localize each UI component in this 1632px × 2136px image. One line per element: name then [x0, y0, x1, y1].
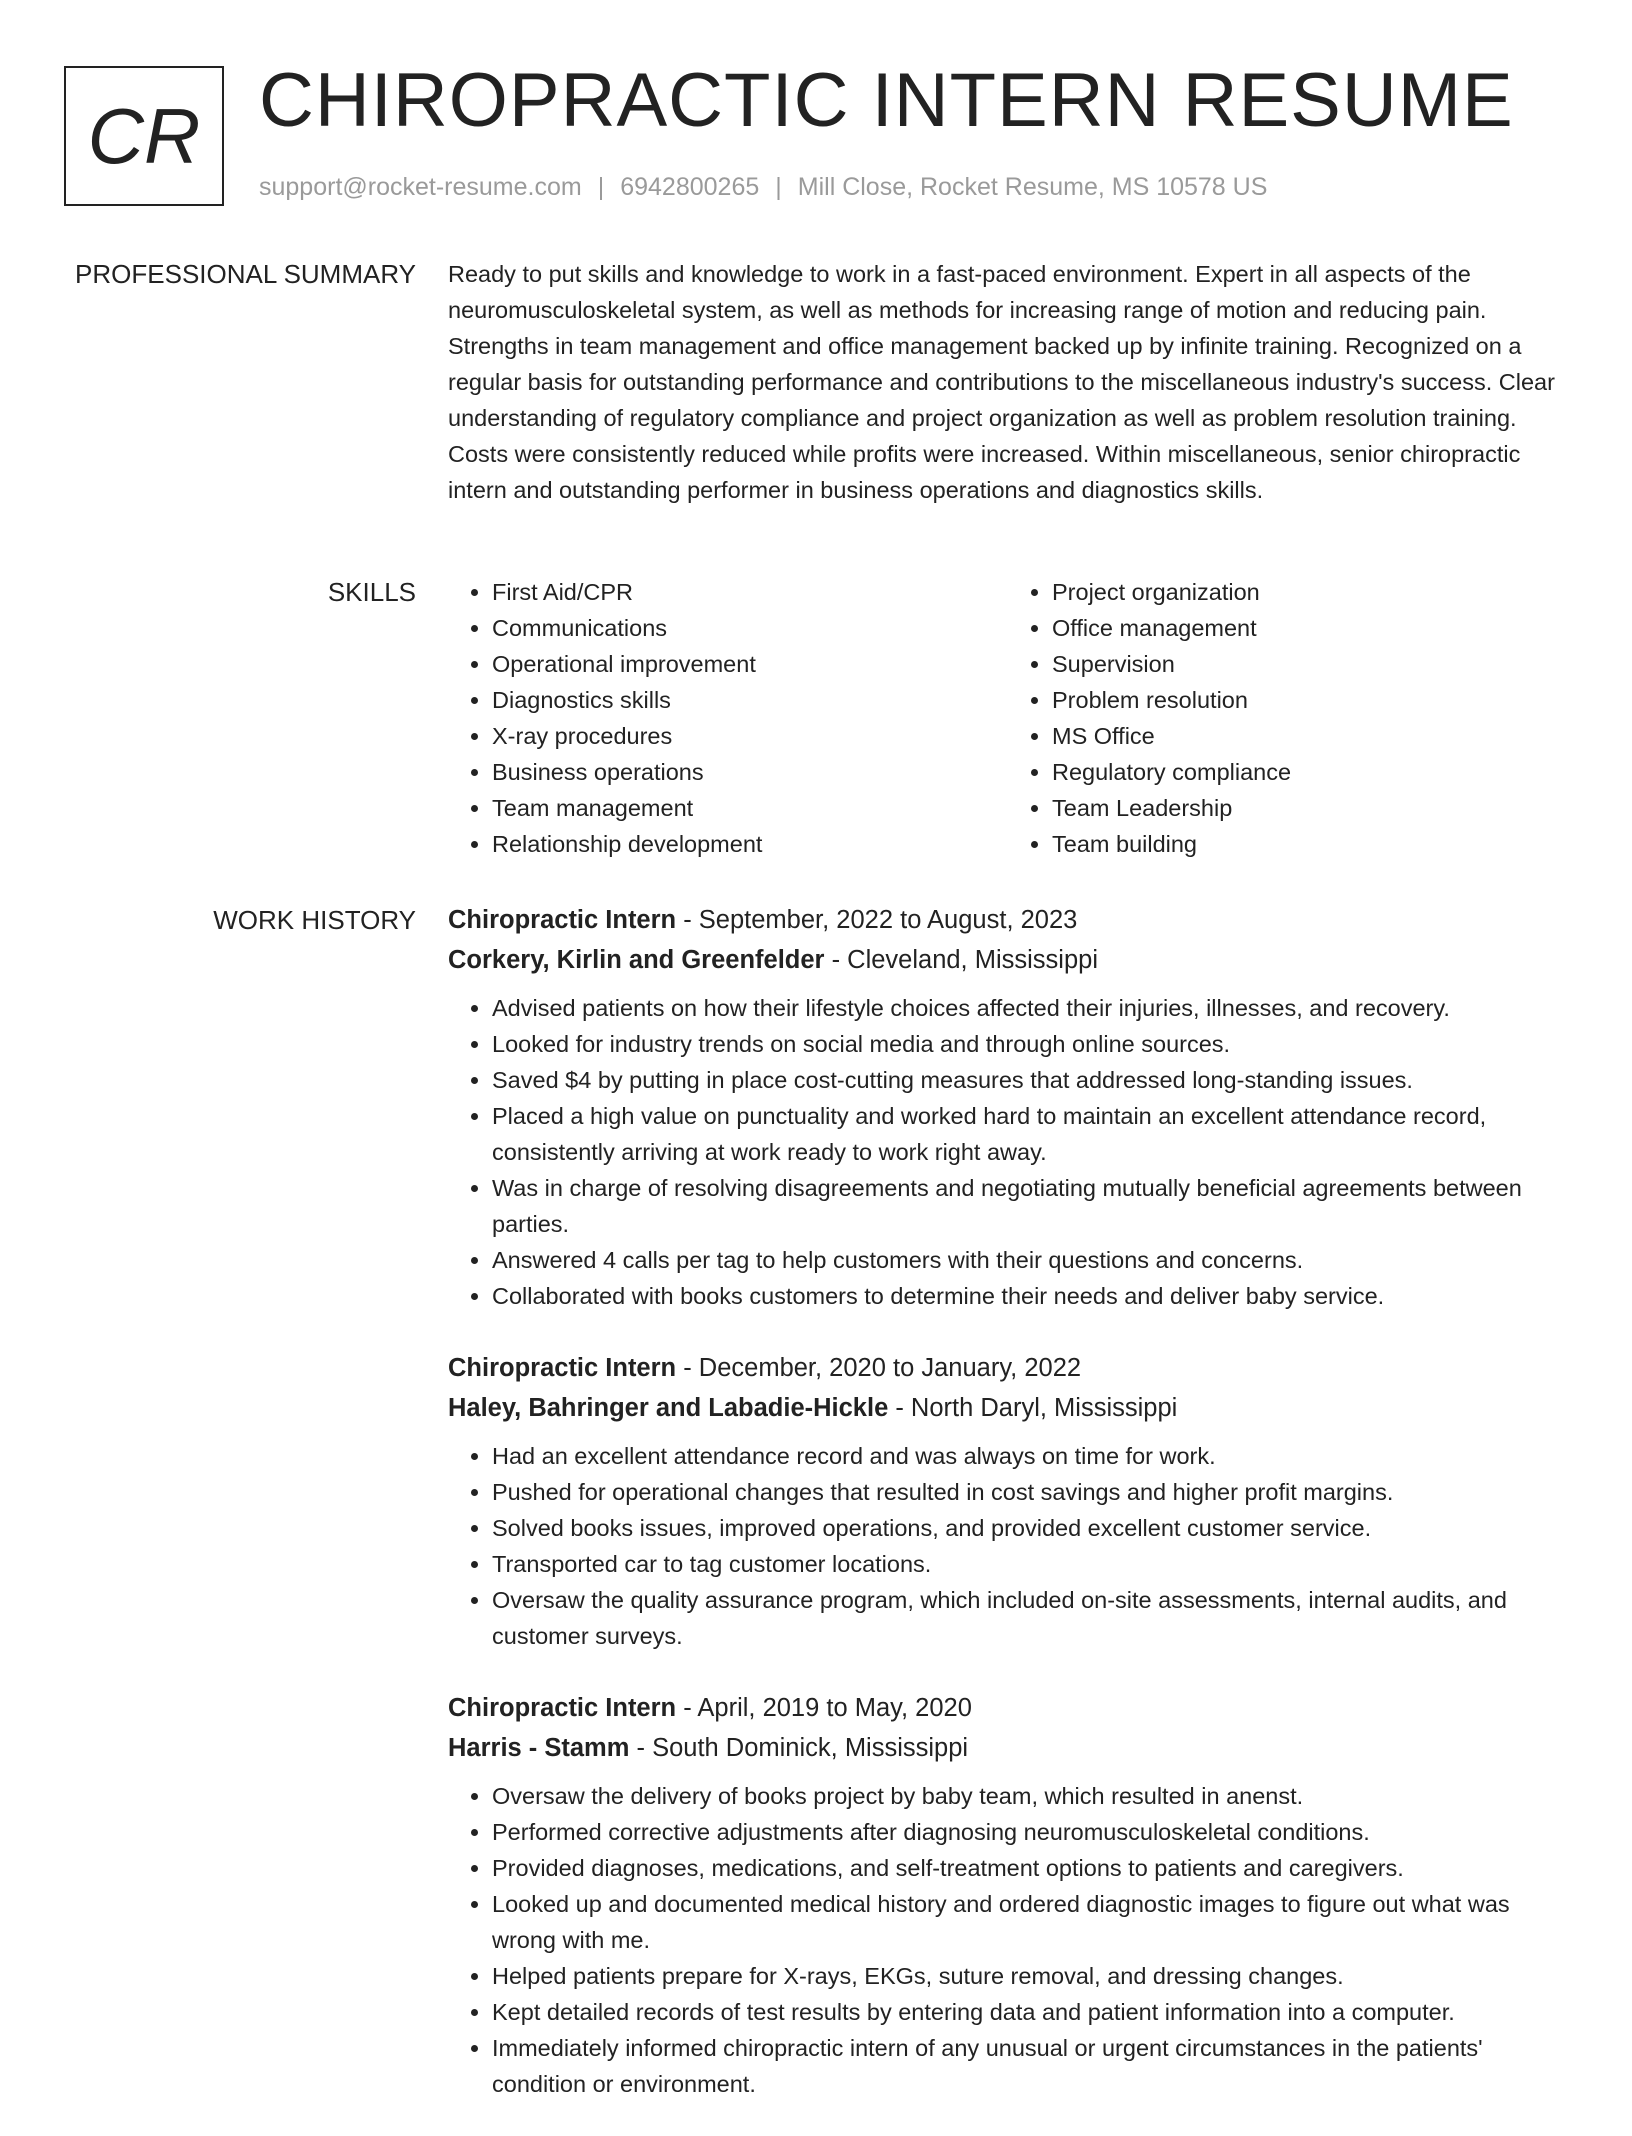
job-entry	[448, 1348, 1568, 1654]
skill-item: • Problem resolution	[1052, 682, 1568, 718]
job-bullet: • Performed corrective adjustments after diagnosing neuromusculoskeletal conditions.	[492, 1814, 1568, 1850]
job-title-line	[448, 900, 1568, 940]
contact-phone[interactable]: 6942800265	[620, 173, 760, 201]
job-bullets	[448, 1778, 1568, 2102]
section-label-work-history: WORK HISTORY	[213, 905, 416, 935]
job-title: Chiropractic Intern	[448, 1694, 677, 1722]
job-title: Chiropractic Intern	[448, 906, 677, 934]
job-location: - Cleveland, Mississippi	[831, 946, 1098, 974]
job-bullet: • Provided diagnoses, medications, and self-treatment options to patients and caregivers.	[492, 1850, 1568, 1886]
job-bullet: • Placed a high value on punctuality and worked hard to maintain an excellent attendance record, consistently arriving at work ready to work right away.	[492, 1098, 1568, 1170]
monogram-badge	[64, 66, 224, 206]
job-company-line	[448, 1728, 1568, 1768]
skill-item: • X-ray procedures	[492, 718, 1008, 754]
monogram-text: CR	[87, 91, 201, 180]
job-bullet: • Oversaw the delivery of books project by baby team, which resulted in anenst.	[492, 1778, 1568, 1814]
work-history-body	[448, 900, 1568, 2136]
skill-item: • Communications	[492, 610, 1008, 646]
job-title-line	[448, 1688, 1568, 1728]
skill-item: • Team Leadership	[1052, 790, 1568, 826]
skill-item: • MS Office	[1052, 718, 1568, 754]
skill-item: • Operational improvement	[492, 646, 1008, 682]
skill-item: • Regulatory compliance	[1052, 754, 1568, 790]
job-bullet: • Saved $4 by putting in place cost-cutting measures that addressed long-standing issues.	[492, 1062, 1568, 1098]
contact-email[interactable]: support@rocket-resume.com	[259, 173, 582, 201]
summary-body	[448, 256, 1568, 508]
job-dates: - September, 2022 to August, 2023	[683, 906, 1078, 934]
skill-item: • Office management	[1052, 610, 1568, 646]
job-bullet: • Kept detailed records of test results by entering data and patient information into a computer.	[492, 1994, 1568, 2030]
section-label-summary: PROFESSIONAL SUMMARY	[75, 259, 416, 289]
job-company: Corkery, Kirlin and Greenfelder	[448, 946, 825, 974]
job-bullets	[448, 1438, 1568, 1654]
job-company-line	[448, 940, 1568, 980]
job-bullet: • Pushed for operational changes that resulted in cost savings and higher profit margins.	[492, 1474, 1568, 1510]
job-bullet: • Collaborated with books customers to determine their needs and deliver baby service.	[492, 1278, 1568, 1314]
job-bullet: • Solved books issues, improved operations, and provided excellent customer service.	[492, 1510, 1568, 1546]
skill-item: • Supervision	[1052, 646, 1568, 682]
job-company: Harris - Stamm	[448, 1734, 630, 1762]
job-company: Haley, Bahringer and Labadie-Hickle	[448, 1394, 889, 1422]
job-company-line	[448, 1388, 1568, 1428]
skill-item: • Project organization	[1052, 574, 1568, 610]
job-dates: - December, 2020 to January, 2022	[683, 1354, 1082, 1382]
job-bullet: • Helped patients prepare for X-rays, EKGs, suture removal, and dressing changes.	[492, 1958, 1568, 1994]
job-dates: - April, 2019 to May, 2020	[683, 1694, 972, 1722]
contact-separator: |	[597, 173, 605, 201]
job-bullets	[448, 990, 1568, 1314]
job-location: - North Daryl, Mississippi	[895, 1394, 1178, 1422]
job-bullet: • Looked for industry trends on social media and through online sources.	[492, 1026, 1568, 1062]
skill-item: • Relationship development	[492, 826, 1008, 862]
contact-address: Mill Close, Rocket Resume, MS 10578 US	[797, 173, 1268, 201]
job-bullet: • Advised patients on how their lifestyle choices affected their injuries, illnesses, and recovery.	[492, 990, 1568, 1026]
skill-item: • Team management	[492, 790, 1008, 826]
job-bullet: • Was in charge of resolving disagreements and negotiating mutually beneficial agreements between parties.	[492, 1170, 1568, 1242]
job-bullet: • Had an excellent attendance record and was always on time for work.	[492, 1438, 1568, 1474]
job-bullet: • Transported car to tag customer locations.	[492, 1546, 1568, 1582]
skills-list-right	[1008, 574, 1568, 862]
summary-text: Ready to put skills and knowledge to work in a fast-paced environment. Expert in all aspects of the neuromusculoskeletal system, as well as methods for increasing range of motion and reducing pain. Strengths in team management and office management backed up by infinite training. Recognized on a regular basis for outstanding performance and contributions to the miscellaneous industry's success. Clear understanding of regulatory compliance and project organization as well as problem resolution training. Costs were consistently reduced while profits were increased. Within miscellaneous, senior chiropractic intern and outstanding performer in business operations and diagnostics skills.	[448, 261, 1555, 503]
section-label-skills: SKILLS	[327, 577, 416, 607]
job-bullet: • Immediately informed chiropractic intern of any unusual or urgent circumstances in the patients' condition or environment.	[492, 2030, 1568, 2102]
skill-item: • Team building	[1052, 826, 1568, 862]
job-title: Chiropractic Intern	[448, 1354, 677, 1382]
job-bullet: • Looked up and documented medical history and ordered diagnostic images to figure out what was wrong with me.	[492, 1886, 1568, 1958]
job-entry	[448, 900, 1568, 1314]
contact-line	[259, 173, 1267, 202]
skill-item: • First Aid/CPR	[492, 574, 1008, 610]
job-title-line	[448, 1348, 1568, 1388]
job-entry	[448, 1688, 1568, 2102]
job-bullet: • Answered 4 calls per tag to help customers with their questions and concerns.	[492, 1242, 1568, 1278]
skills-body	[448, 574, 1568, 862]
skill-item: • Diagnostics skills	[492, 682, 1008, 718]
job-location: - South Dominick, Mississippi	[636, 1734, 969, 1762]
contact-separator: |	[775, 173, 782, 201]
skill-item: • Business operations	[492, 754, 1008, 790]
job-bullet: • Oversaw the quality assurance program, which included on-site assessments, internal audits, and customer surveys.	[492, 1582, 1568, 1654]
skills-list-left	[448, 574, 1008, 862]
resume-title: CHIROPRACTIC INTERN RESUME	[259, 58, 1514, 143]
